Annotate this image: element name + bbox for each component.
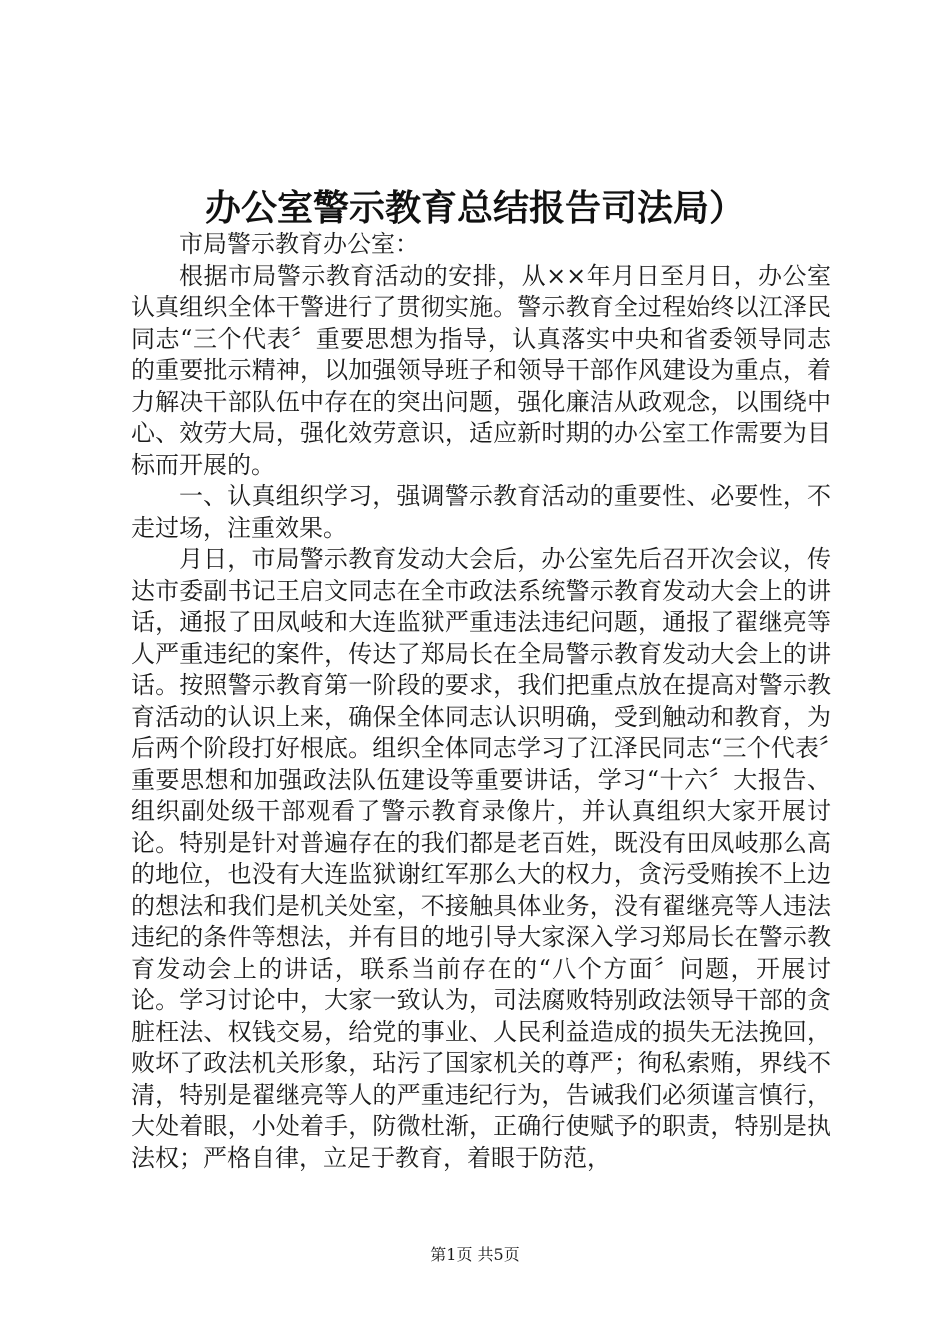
document-title: 办公室警示教育总结报告司法局）: [204, 187, 745, 229]
document-body: [131, 229, 831, 1174]
salutation-paragraph: 市局警示教育办公室：: [179, 230, 419, 258]
body-paragraph-1: 根据市局警示教育活动的安排，从××年月日至月日，办公室认真组织全体干警进行了贯彻实施。警示教育全过程始终以江泽民同志“三个代表〞重要思想为指导，认真落实中央和省委领导同志的重要批示精神，以加强领导班子和领导干部作风建设为重点，着力解决干部队伍中存在的突出问题，强化廉洁从政观念，以围绕中心、效劳大局，强化效劳意识，适应新时期的办公室工作需要为目标而开展的。: [131, 261, 831, 479]
section-heading-1: 一、认真组织学习，强调警示教育活动的重要性、必要性，不走过场，注重效果。: [131, 482, 831, 542]
body-paragraph-2: 月日，市局警示教育发动大会后，办公室先后召开次会议，传达市委副书记王启文同志在全市政法系统警示教育发动大会上的讲话，通报了田凤岐和大连监狱严重违法违纪问题，通报了翟继亮等人严重违纪的案件，传达了郑局长在全局警示教育发动大会上的讲话。按照警示教育第一阶段的要求，我们把重点放在提高对警示教育活动的认识上来，确保全体同志认识明确，受到触动和教育，为后两个阶段打好根底。组织全体同志学习了江泽民同志“三个代表〞重要思想和加强政法队伍建设等重要讲话，学习“十六〞大报告、组织副处级干部观看了警示教育录像片，并认真组织大家开展讨论。特别是针对普遍存在的我们都是老百姓，既没有田凤岐那么高的地位，也没有大连监狱谢红军那么大的权力，贪污受贿挨不上边的想法和我们是机关处室，不接触具体业务，没有翟继亮等人违法违纪的条件等想法，并有目的地引导大家深入学习郑局长在警示教育发动会上的讲话，联系当前存在的“八个方面〞问题，开展讨论。学习讨论中，大家一致认为，司法腐败特别政法领导干部的贪脏枉法、权钱交易，给党的事业、人民利益造成的损失无法挽回，败坏了政法机关形象，玷污了国家机关的尊严；徇私索贿，界线不清，特别是翟继亮等人的严重违纪行为，告诫我们必须谨言慎行，大处着眼，小处着手，防微杜渐，正确行使赋予的职责，特别是执法权；严格自律，立足于教育，着眼于防范，: [131, 545, 831, 1172]
page-number-footer: 第1页 共5页: [430, 1245, 520, 1264]
